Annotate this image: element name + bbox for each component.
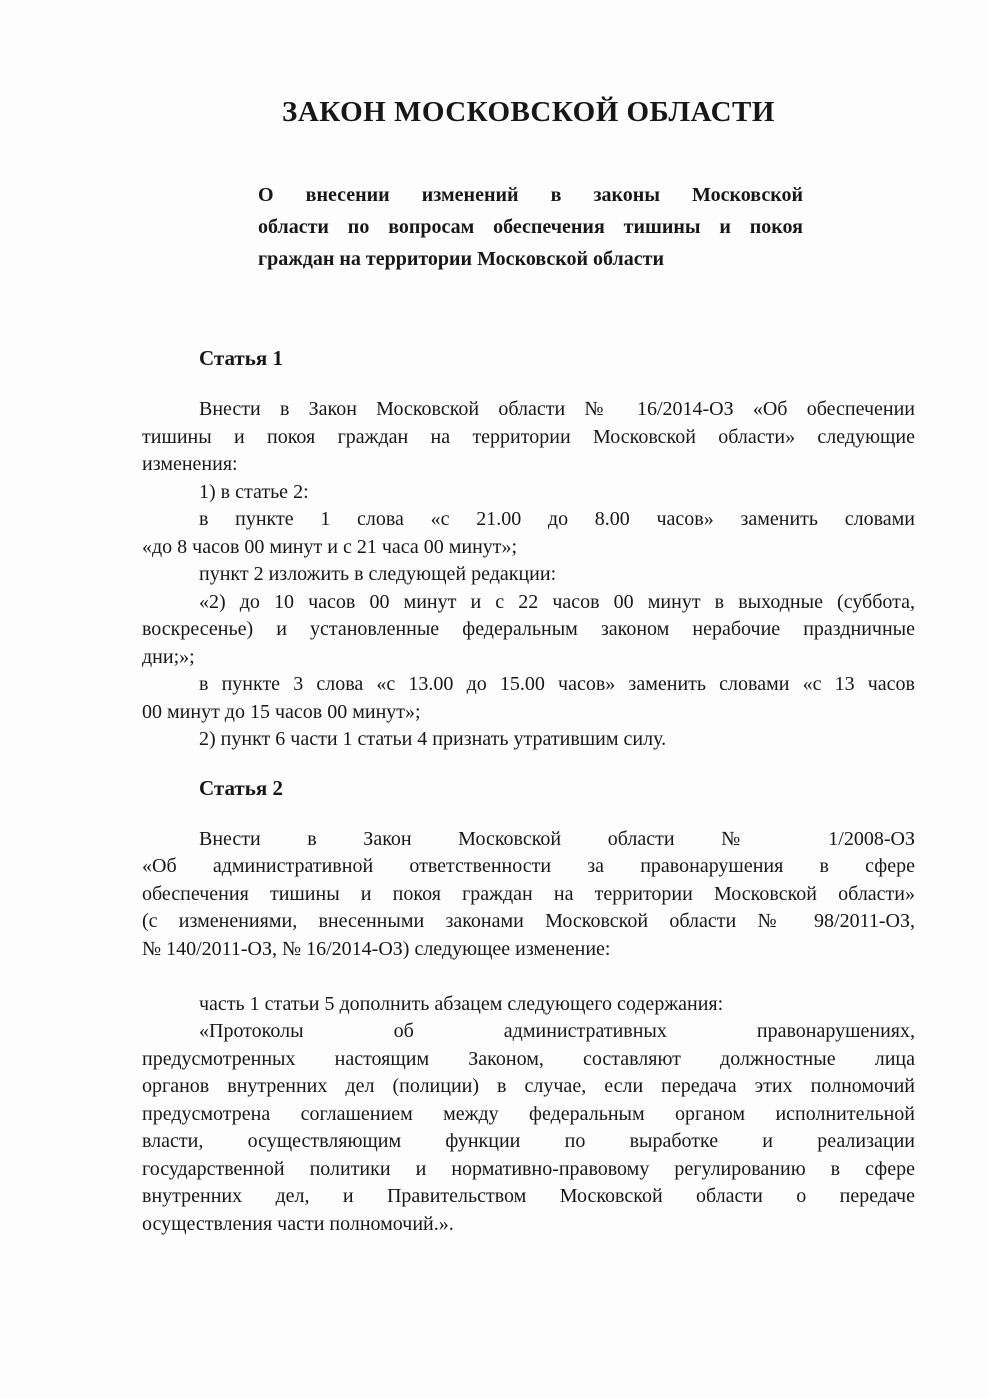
text-line: изменения: [142,453,238,475]
article-2-body [142,826,915,1239]
text-line: в пункте 3 слова «с 13.00 до 15.00 часов» заменить словами «с 13 часов [199,673,915,695]
subtitle-line: О внесении изменений в законы Московской [258,184,803,206]
text-line: обеспечения тишины и покоя граждан на территории Московской области» [142,882,915,905]
article-2 [142,775,915,1239]
text-line: воскресенье) и установленные федеральным законом нерабочие праздничные [142,618,915,640]
text-line: государственной политики и нормативно-правовому регулированию в сфере [142,1157,915,1180]
text-line: «Протоколы об административных правонарушениях, [199,1020,915,1042]
paragraph [142,991,915,1019]
text-line: «до 8 часов 00 минут и с 21 часа 00 минут»; [142,535,518,558]
text-line: дни;»; [142,645,195,668]
text-line: предусмотрена соглашением между федеральным органом исполнительной [142,1102,915,1125]
article-2-heading: Статья 2 [199,775,283,800]
text-line: в пункте 1 слова «с 21.00 до 8.00 часов» заменить словами [199,508,915,530]
paragraph [142,479,915,507]
document-title: ЗАКОН МОСКОВСКОЙ ОБЛАСТИ [282,96,775,128]
paragraph [142,506,915,561]
text-line: (с изменениями, внесенными законами Московской области № 98/2011-ОЗ, [142,910,915,932]
paragraph [142,589,915,672]
text-line: внутренних дел, и Правительством Московской области о передаче [142,1185,915,1207]
paragraph [142,671,915,726]
text-line: часть 1 статьи 5 дополнить абзацем следующего содержания: [199,992,724,1015]
text-line: тишины и покоя граждан на территории Московской области» следующие [142,425,915,448]
text-line: Внести в Закон Московской области № 16/2014-ОЗ «Об обеспечении [199,398,915,420]
document-subtitle [258,179,803,275]
article-1-heading: Статья 1 [199,346,283,370]
text-line: пункт 2 изложить в следующей редакции: [199,563,557,585]
text-line: «2) до 10 часов 00 минут и с 22 часов 00 минут в выходные (суббота, [199,590,915,613]
text-line: органов внутренних дел (полиции) в случае, если передача этих полномочий [142,1075,915,1097]
text-line: № 140/2011-ОЗ, № 16/2014-ОЗ) следующее изменение: [142,937,611,960]
paragraph [142,561,915,589]
paragraph [142,396,915,479]
article-1-body [142,396,915,754]
text-line: 00 минут до 15 часов 00 минут»; [142,700,421,723]
paragraph [142,1018,915,1238]
text-line: 1) в статье 2: [199,480,309,503]
paragraph [142,826,915,964]
subtitle-line: области по вопросам обеспечения тишины и покоя [258,216,803,238]
subtitle-line: граждан на территории Московской области [258,248,664,270]
text-line: осуществления части полномочий.». [142,1212,454,1235]
text-line: власти, осуществляющим функции по выработке и реализации [142,1130,915,1152]
paragraph [142,726,915,754]
text-line: «Об административной ответственности за правонарушения в сфере [142,855,915,877]
text-line: предусмотренных настоящим Законом, составляют должностные лица [142,1047,915,1070]
text-line: 2) пункт 6 части 1 статьи 4 признать утратившим силу. [199,728,667,750]
article-1 [142,345,915,754]
text-line: Внести в Закон Московской области № 1/2008-ОЗ [199,827,915,850]
